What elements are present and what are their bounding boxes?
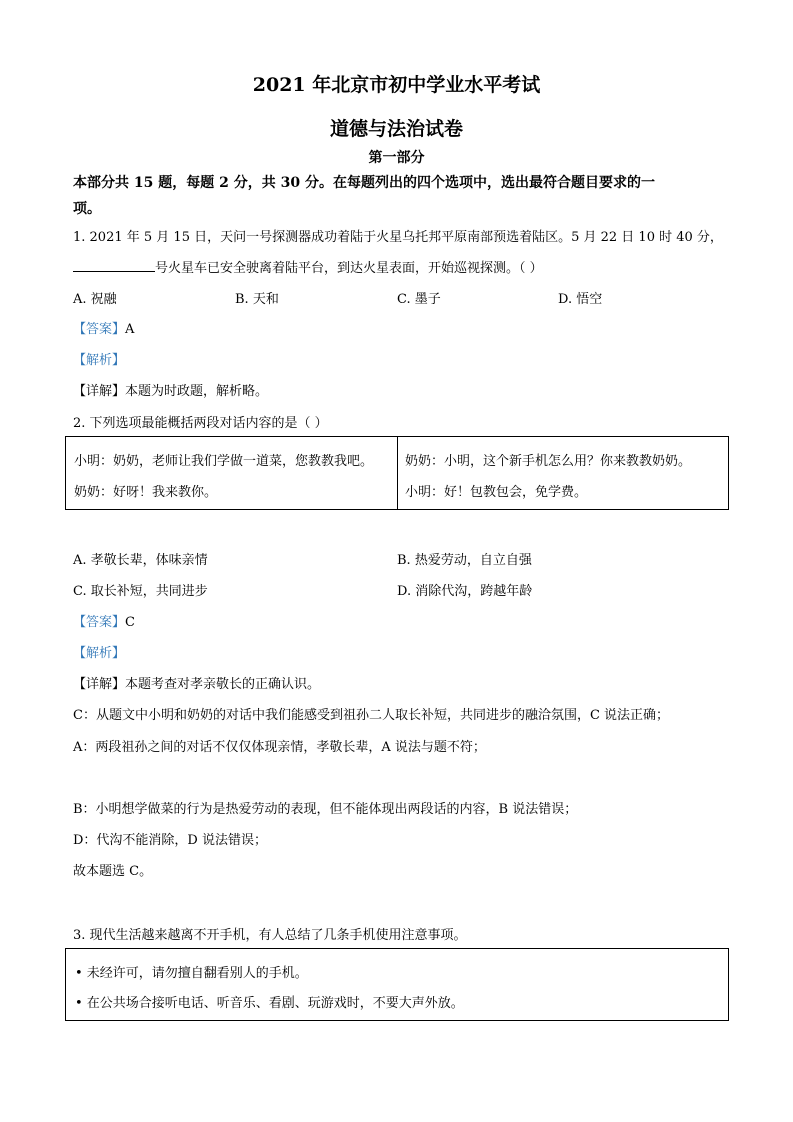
q3-notice-line-1: • 未经许可，请勿擅自翻看别人的手机。 (75, 966, 308, 981)
q3-stem: 3. 现代生活越来越离不开手机，有人总结了几条手机使用注意事项。 (73, 928, 467, 943)
q1-option-d: D. 悟空 (558, 292, 603, 307)
q2-dialog-left-2: 奶奶：好呀！我来教你。 (74, 485, 218, 500)
exam-title: 2021 年北京市初中学业水平考试 (252, 74, 541, 96)
q3-notice-box (65, 948, 729, 1021)
q1-option-a: A. 祝融 (73, 292, 117, 307)
q2-dialog-left-1: 小明：奶奶，老师让我们学做一道菜，您教教我吧。 (74, 454, 374, 469)
answer-value: C (125, 615, 135, 630)
part-heading: 第一部分 (368, 150, 425, 166)
q2-option-c: C. 取长补短，共同进步 (73, 584, 208, 599)
q2-option-d: D. 消除代沟，跨越年龄 (397, 584, 533, 599)
q2-explanation-c: C：从题文中小明和奶奶的对话中我们能感受到祖孙二人取长补短，共同进步的融洽氛围，C 说法正确； (73, 708, 670, 723)
q1-stem-line-2 (73, 257, 543, 276)
q1-blank (73, 259, 155, 272)
q2-answer (73, 611, 135, 630)
q1-detail: 【详解】本题为时政题，解析略。 (73, 384, 269, 399)
q2-option-a: A. 孝敬长辈，体味亲情 (73, 553, 208, 568)
q2-dialog-box (65, 436, 729, 510)
q2-stem: 2. 下列选项最能概括两段对话内容的是（ ） (73, 416, 328, 431)
q2-analysis-tag: 【解析】 (73, 646, 126, 661)
q2-detail: 【详解】本题考查对孝亲敬长的正确认识。 (73, 677, 321, 692)
q2-option-b: B. 热爱劳动，自立自强 (397, 553, 532, 568)
q2-explanation-b: B：小明想学做菜的行为是热爱劳动的表现，但不能体现出两段话的内容，B 说法错误； (73, 802, 578, 817)
exam-subject: 道德与法治试卷 (329, 118, 463, 140)
instruction-line-2: 项。 (73, 201, 101, 217)
q2-dialog-divider (397, 437, 398, 509)
q2-conclusion: 故本题选 C。 (73, 864, 153, 879)
answer-value: A (125, 322, 135, 337)
q1-option-b: B. 天和 (235, 292, 279, 307)
q1-answer (73, 318, 134, 337)
q3-notice-line-2: • 在公共场合接听电话、听音乐、看剧、玩游戏时，不要大声外放。 (75, 996, 464, 1011)
q2-dialog-right-2: 小明：好！包教包会，免学费。 (405, 485, 588, 500)
answer-tag: 【答案】 (73, 615, 126, 630)
q1-stem-line-2-text: 号火星车已安全驶离着陆平台，到达火星表面，开始巡视探测。（ ） (155, 261, 543, 276)
q1-option-c: C. 墨子 (397, 292, 441, 307)
answer-tag: 【答案】 (73, 322, 126, 337)
q1-analysis-tag: 【解析】 (73, 353, 126, 368)
q2-dialog-right-1: 奶奶：小明，这个新手机怎么用？你来教教奶奶。 (405, 454, 692, 469)
q1-stem-line-1: 1. 2021 年 5 月 15 日，天问一号探测器成功着陆于火星乌托邦平原南部预选着陆区。5 月 22 日 10 时 40 分， (73, 230, 723, 245)
q2-explanation-d: D：代沟不能消除，D 说法错误； (73, 833, 267, 848)
q2-explanation-a: A：两段祖孙之间的对话不仅仅体现亲情，孝敬长辈，A 说法与题不符； (73, 740, 486, 755)
instruction-line-1: 本部分共 15 题，每题 2 分，共 30 分。在每题列出的四个选项中，选出最符合题目要求的一 (73, 175, 655, 191)
